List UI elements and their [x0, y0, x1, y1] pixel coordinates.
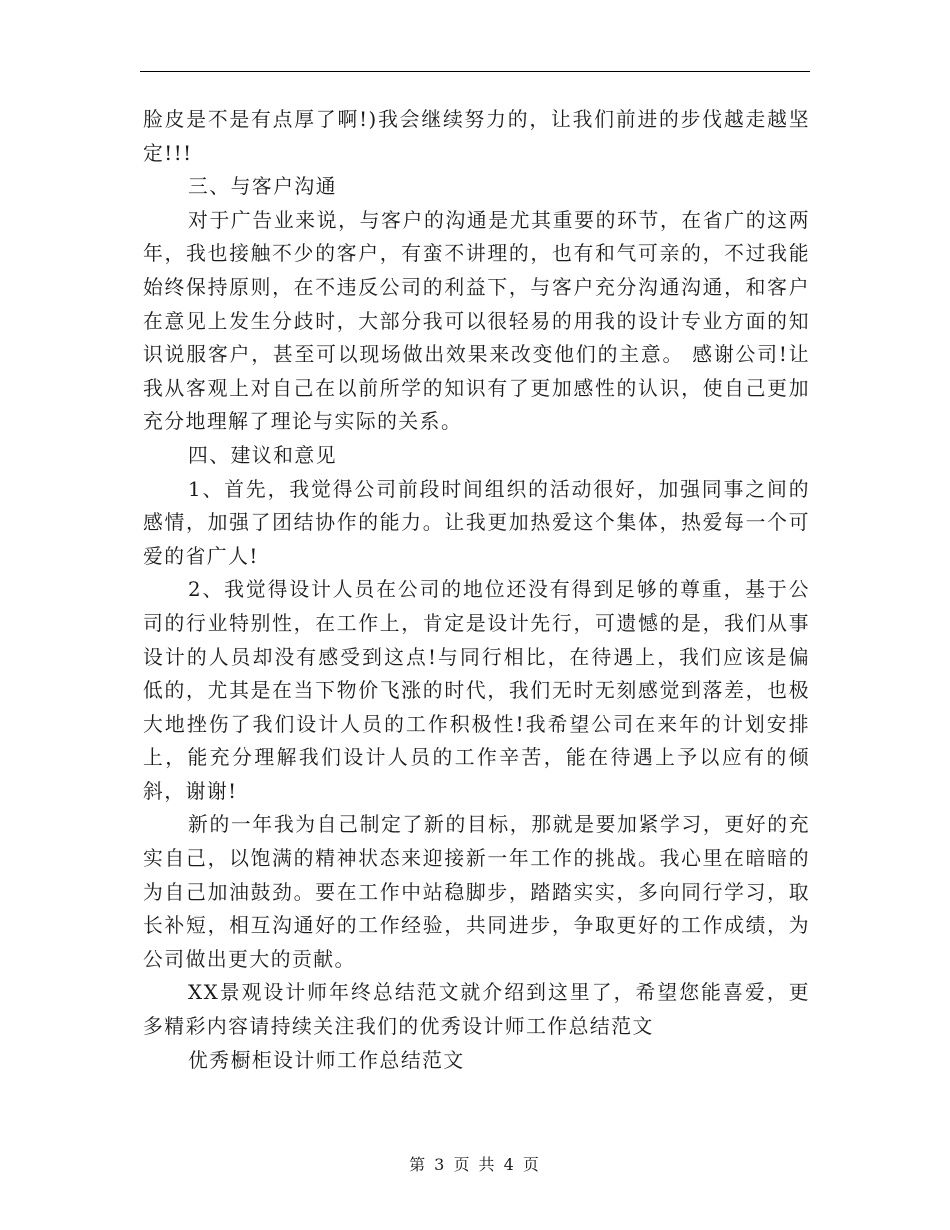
page-number: 第 3 页 共 4 页	[409, 1155, 541, 1174]
section-heading-customer-communication: 三、与客户沟通	[188, 175, 337, 199]
paragraph-continuation: 脸皮是不是有点厚了啊!)我会继续努力的，让我们前进的步伐越走越坚定!!!	[143, 108, 810, 165]
paragraph-new-year-goals: 新的一年我为自己制定了新的目标，那就是要加紧学习，更好的充实自己，以饱满的精神状态来迎接新一年工作的挑战。我心里在暗暗的为自己加油鼓劲。要在工作中站稳脚步，踏踏实实，多向同行学习，取长补短，相互沟通好的工作经验，共同进步，争取更好的工作成绩，为公司做出更大的贡献。	[143, 813, 810, 971]
related-article-title: 优秀橱柜设计师工作总结范文	[188, 1048, 465, 1072]
document-body	[143, 103, 810, 1077]
paragraph-suggestion-1: 1、首先，我觉得公司前段时间组织的活动很好，加强同事之间的感情，加强了团结协作的能力。让我更加热爱这个集体，热爱每一个可爱的省广人!	[143, 477, 810, 568]
paragraph-closing-note: XX景观设计师年终总结范文就介绍到这里了，希望您能喜爱，更多精彩内容请持续关注我们的优秀设计师工作总结范文	[143, 981, 810, 1039]
header-rule	[140, 71, 810, 72]
paragraph-customer-communication: 对于广告业来说，与客户的沟通是尤其重要的环节，在省广的这两年，我也接触不少的客户，有蛮不讲理的，也有和气可亲的，不过我能始终保持原则，在不违反公司的利益下，与客户充分沟通沟通，和客户在意见上发生分歧时，大部分我可以很轻易的用我的设计专业方面的知识说服客户，甚至可以现场做出效果来改变他们的主意。 感谢公司!让我从客观上对自己在以前所学的知识有了更加感性的认识，使自己更加充分地理解了理论与实际的关系。	[143, 208, 810, 434]
section-heading-suggestions: 四、建议和意见	[188, 443, 337, 467]
paragraph-suggestion-2: 2、我觉得设计人员在公司的地位还没有得到足够的尊重，基于公司的行业特别性，在工作上，肯定是设计先行，可遗憾的是，我们从事设计的人员却没有感受到这点!与同行相比，在待遇上，我们应该是偏低的，尤其是在当下物价飞涨的时代，我们无时无刻感觉到落差，也极大地挫伤了我们设计人员的工作积极性!我希望公司在来年的计划安排上，能充分理解我们设计人员的工作辛苦，能在待遇上予以应有的倾斜，谢谢!	[143, 578, 810, 803]
